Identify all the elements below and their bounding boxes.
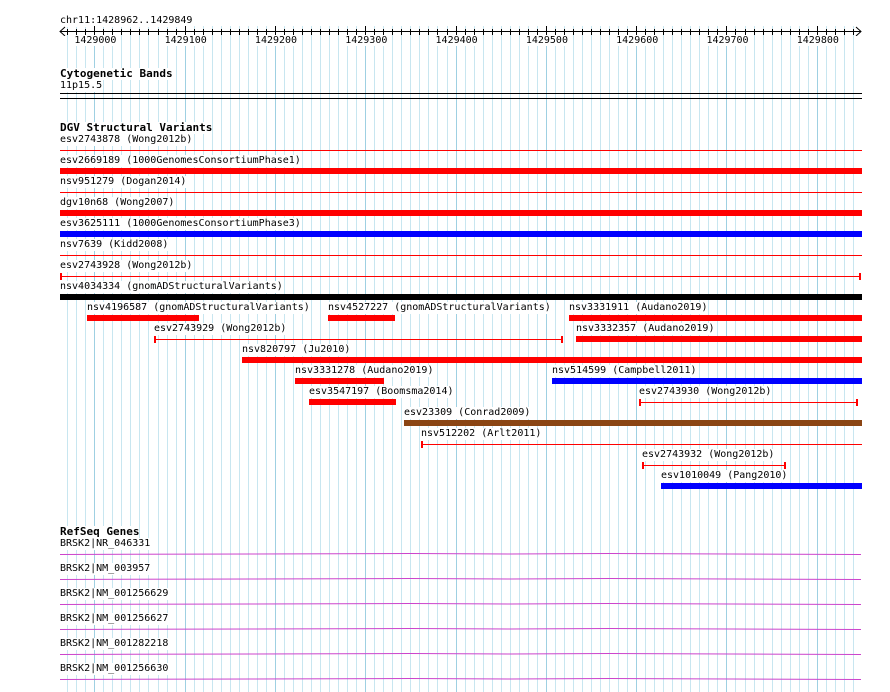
refseq-track-title: RefSeq Genes [60, 525, 140, 538]
variant-label[interactable]: dgv10n68 (Wong2007) [60, 197, 175, 208]
variant-bar[interactable] [576, 336, 862, 342]
variant-bar[interactable] [60, 168, 862, 174]
variant-label[interactable]: esv23309 (Conrad2009) [404, 407, 531, 418]
gene-model[interactable] [0, 675, 890, 681]
gene-label[interactable]: BRSK2|NM_003957 [60, 563, 151, 574]
gene-intron-line [60, 554, 861, 555]
variant-label[interactable]: esv2743932 (Wong2012b) [642, 449, 775, 460]
variant-line[interactable] [642, 465, 785, 466]
gene-intron-line [60, 654, 861, 655]
gene-model[interactable] [0, 600, 890, 606]
variant-end-cap [642, 462, 644, 469]
variant-bar[interactable] [242, 357, 862, 363]
variant-line[interactable] [60, 276, 860, 277]
gene-intron-line [60, 604, 861, 605]
variant-label[interactable]: esv2743928 (Wong2012b) [60, 260, 193, 271]
variant-end-cap [421, 441, 423, 448]
ruler-tick-label: 1429300 [345, 35, 388, 46]
variant-label[interactable]: nsv7639 (Kidd2008) [60, 239, 169, 250]
ruler-tick-label: 1429800 [796, 35, 839, 46]
variant-label[interactable]: nsv4196587 (gnomADStructuralVariants) [87, 302, 310, 313]
variant-bar[interactable] [328, 315, 395, 321]
gene-model[interactable] [0, 625, 890, 631]
gene-label[interactable]: BRSK2|NM_001256630 [60, 663, 169, 674]
variant-label[interactable]: nsv951279 (Dogan2014) [60, 176, 187, 187]
gene-intron-line [60, 679, 861, 680]
gene-model[interactable] [0, 575, 890, 581]
variant-bar[interactable] [60, 210, 862, 216]
variant-label[interactable]: nsv3331911 (Audano2019) [569, 302, 708, 313]
gene-intron-line [60, 629, 861, 630]
variant-bar[interactable] [552, 378, 862, 384]
ruler-tick-label: 1429700 [706, 35, 749, 46]
variant-label[interactable]: esv2743930 (Wong2012b) [639, 386, 772, 397]
variant-label[interactable]: nsv4527227 (gnomADStructuralVariants) [328, 302, 551, 313]
variant-end-cap [859, 273, 861, 280]
cytoband-track-title: Cytogenetic Bands [60, 67, 173, 80]
gene-intron-line [60, 579, 861, 580]
gene-label[interactable]: BRSK2|NM_001256627 [60, 613, 169, 624]
variant-bar[interactable] [60, 231, 862, 237]
variant-bar[interactable] [661, 483, 862, 489]
variant-end-cap [639, 399, 641, 406]
gene-model[interactable] [0, 550, 890, 556]
variant-label[interactable]: esv2743929 (Wong2012b) [154, 323, 287, 334]
variant-line[interactable] [154, 339, 562, 340]
variant-label[interactable]: nsv820797 (Ju2010) [242, 344, 351, 355]
ruler-tick-label: 1429400 [435, 35, 478, 46]
gene-label[interactable]: BRSK2|NM_001282218 [60, 638, 169, 649]
variant-line[interactable] [60, 255, 862, 256]
ruler-range-label: chr11:1428962..1429849 [60, 15, 193, 26]
dgv-track-title: DGV Structural Variants [60, 121, 213, 134]
cytoband-bottom-line [60, 98, 862, 99]
variant-bar[interactable] [60, 294, 862, 300]
variant-label[interactable]: esv3547197 (Boomsma2014) [309, 386, 454, 397]
variant-bar[interactable] [404, 420, 862, 426]
variant-line[interactable] [421, 444, 862, 445]
variant-end-cap [561, 336, 563, 343]
ruler-tick-label: 1429600 [616, 35, 659, 46]
variant-end-cap [784, 462, 786, 469]
ruler-tick-label: 1429200 [254, 35, 298, 46]
cytoband-label: 11p15.5 [60, 80, 103, 91]
ruler-tick-label: 1429500 [525, 35, 568, 46]
gene-model[interactable] [0, 650, 890, 656]
gene-label[interactable]: BRSK2|NR_046331 [60, 538, 151, 549]
variant-label[interactable]: nsv4034334 (gnomADStructuralVariants) [60, 281, 283, 292]
variant-label[interactable]: esv3625111 (1000GenomesConsortiumPhase3) [60, 218, 301, 229]
ruler-tick-label: 1429100 [164, 35, 207, 46]
variant-label[interactable]: nsv512202 (Arlt2011) [421, 428, 542, 439]
variant-end-cap [154, 336, 156, 343]
variant-bar[interactable] [295, 378, 384, 384]
variant-bar[interactable] [309, 399, 396, 405]
variant-end-cap [60, 273, 62, 280]
variant-label[interactable]: esv1010049 (Pang2010) [661, 470, 788, 481]
variant-label[interactable]: esv2743878 (Wong2012b) [60, 134, 193, 145]
gene-label[interactable]: BRSK2|NM_001256629 [60, 588, 169, 599]
variant-bar[interactable] [87, 315, 199, 321]
variant-label[interactable]: nsv3332357 (Audano2019) [576, 323, 715, 334]
variant-line[interactable] [60, 192, 862, 193]
variant-line[interactable] [60, 150, 862, 151]
variant-label[interactable]: esv2669189 (1000GenomesConsortiumPhase1) [60, 155, 301, 166]
variant-line[interactable] [639, 402, 857, 403]
variant-end-cap [856, 399, 858, 406]
variant-label[interactable]: nsv514599 (Campbell2011) [552, 365, 697, 376]
ruler-tick-label: 1429000 [74, 35, 117, 46]
variant-bar[interactable] [569, 315, 862, 321]
variant-label[interactable]: nsv3331278 (Audano2019) [295, 365, 434, 376]
cytoband-top-line [60, 93, 862, 94]
